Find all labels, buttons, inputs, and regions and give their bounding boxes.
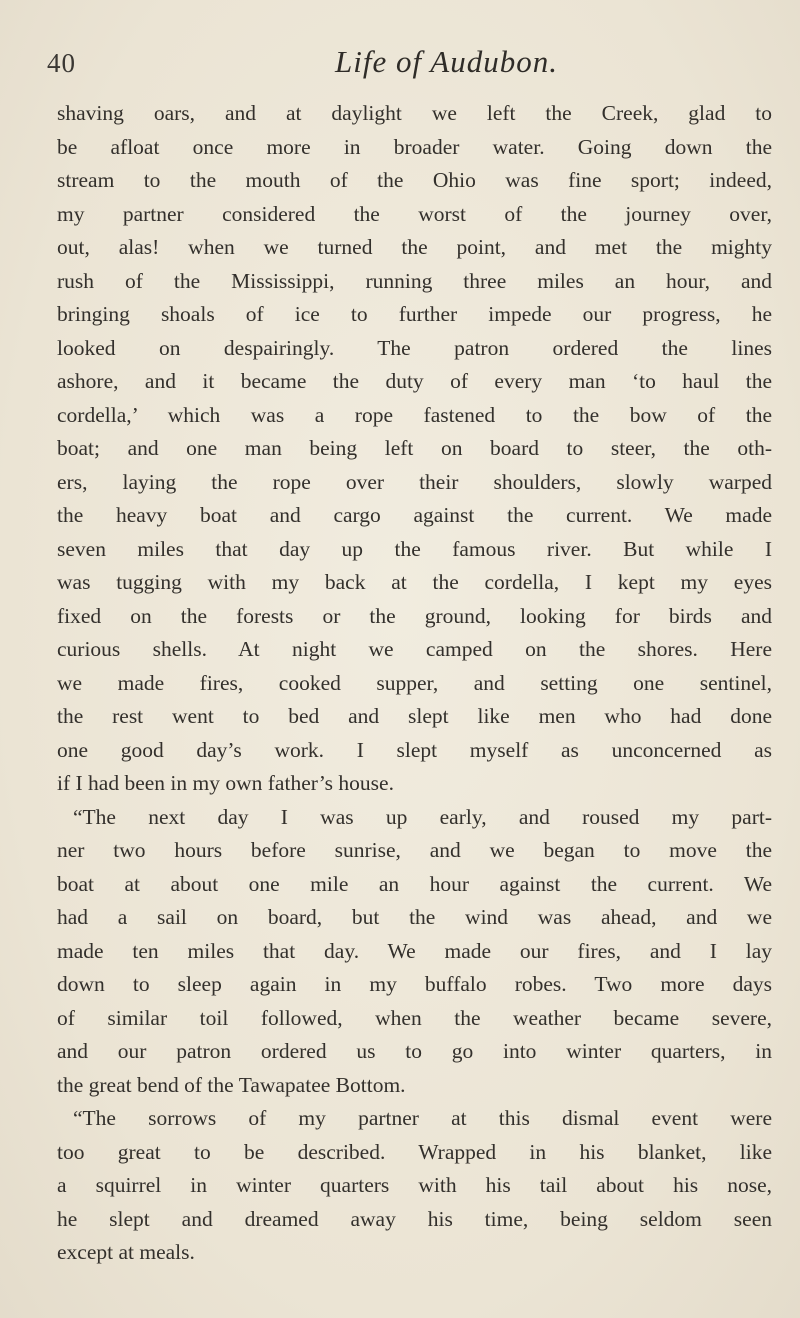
text-line: except at meals. <box>57 1240 195 1264</box>
text-line: if I had been in my own father’s house. <box>57 771 394 795</box>
text-line: looked on despairingly. The patron ordered the lines <box>57 335 772 360</box>
text-line: rush of the Mississippi, running three miles an hour, and <box>57 268 772 293</box>
text-line: ashore, and it became the duty of every man ‘to haul the <box>57 369 772 393</box>
text-line: bringing shoals of ice to further impede our progress, he <box>57 302 772 326</box>
text-line: one good day’s work. I slept myself as unconcerned as <box>57 737 772 762</box>
text-line: out, alas! when we turned the point, and met the mighty <box>57 235 772 259</box>
text-line: stream to the mouth of the Ohio was fine sport; indeed, <box>57 168 772 192</box>
text-line: the heavy boat and cargo against the current. We made <box>57 503 772 527</box>
text-line: seven miles that day up the famous river. But while I <box>57 536 772 561</box>
text-line: he slept and dreamed away his time, being seldom seen <box>57 1206 772 1231</box>
text-line: ers, laying the rope over their shoulders, slowly warped <box>57 469 772 494</box>
text-line: ner two hours before sunrise, and we began to move the <box>57 838 772 862</box>
text-line: of similar toil followed, when the weather became severe, <box>57 1005 772 1030</box>
text-line: the rest went to bed and slept like men who had done <box>57 704 772 728</box>
text-line: “The sorrows of my partner at this dismal event were <box>73 1106 772 1130</box>
text-line: a squirrel in winter quarters with his tail about his nose, <box>57 1173 772 1197</box>
text-line: curious shells. At night we camped on the shores. Here <box>57 637 772 661</box>
text-line: fixed on the forests or the ground, looking for birds and <box>57 603 772 628</box>
body-text <box>57 97 772 1270</box>
text-line: be afloat once more in broader water. Going down the <box>57 134 772 159</box>
text-line: shaving oars, and at daylight we left the Creek, glad to <box>57 101 772 125</box>
text-line: boat; and one man being left on board to steer, the oth- <box>57 436 772 460</box>
running-head <box>47 44 767 90</box>
text-line: down to sleep again in my buffalo robes. Two more days <box>57 972 772 996</box>
page-number: 40 <box>47 48 76 78</box>
text-line: and our patron ordered us to go into winter quarters, in <box>57 1039 772 1063</box>
text-line: the great bend of the Tawapatee Bottom. <box>57 1072 406 1097</box>
running-title: Life of Audubon. <box>335 44 558 79</box>
text-line: made ten miles that day. We made our fires, and I lay <box>57 938 772 963</box>
text-line: we made fires, cooked supper, and setting one sentinel, <box>57 670 772 695</box>
text-line: cordella,’ which was a rope fastened to the bow of the <box>57 402 772 427</box>
text-line: had a sail on board, but the wind was ahead, and we <box>57 905 772 929</box>
text-line: my partner considered the worst of the journey over, <box>57 201 772 226</box>
text-line: was tugging with my back at the cordella, I kept my eyes <box>57 570 772 594</box>
text-line: “The next day I was up early, and roused my part- <box>73 804 772 829</box>
text-line: boat at about one mile an hour against the current. We <box>57 871 772 896</box>
text-line: too great to be described. Wrapped in his blanket, like <box>57 1139 772 1164</box>
